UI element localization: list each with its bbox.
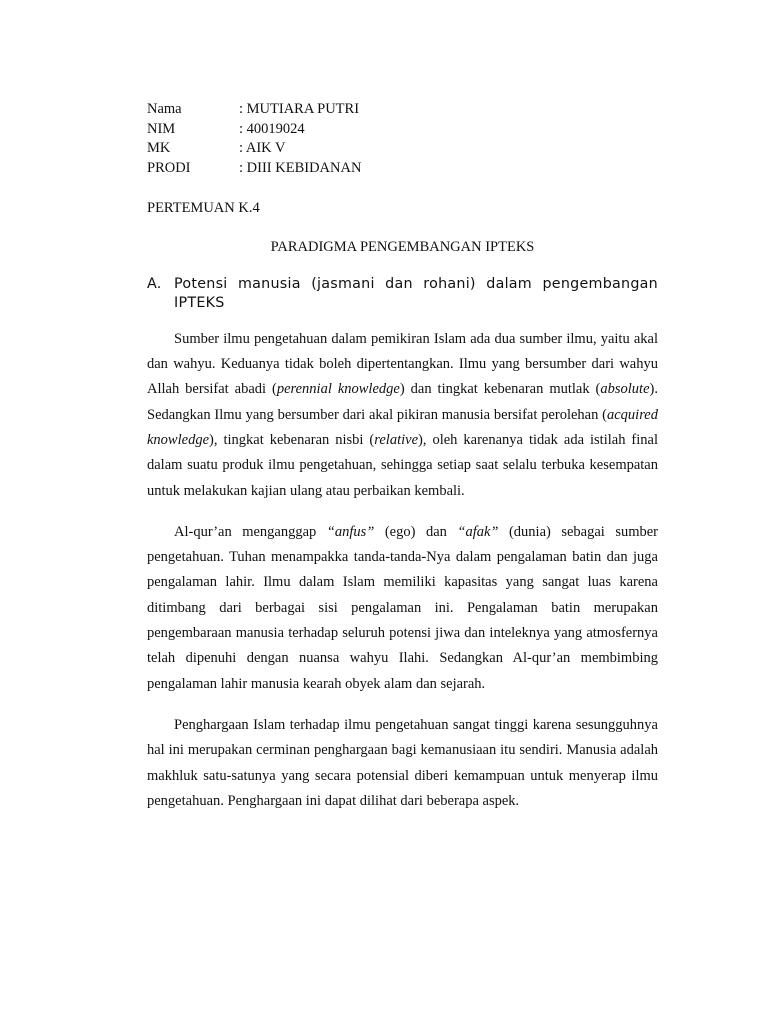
- paragraph-text: (ego) dan: [374, 523, 458, 540]
- paragraph-1: [147, 327, 658, 504]
- paragraph-text: Al-qur’an menganggap: [174, 523, 327, 540]
- paragraph-text: ), tingkat kebenaran nisbi (: [209, 432, 375, 448]
- paragraph-text: Sumber ilmu pengetahuan dalam pemikiran Islam ada dua sumber ilmu, yaitu akal dan wahyu. Keduanya tidak boleh dipertentangkan. Ilmu yang bersumber dari wahyu Allah bersifat abadi (: [147, 330, 658, 398]
- section-heading-text: [174, 275, 658, 313]
- paragraph-text: (dunia) sebagai sumber pengetahuan. Tuhan menampakka tanda-tanda-Nya dalam pengalaman batin dan juga pengalaman lahir. Ilmu dalam Islam memiliki kapasitas yang sangat luas karena ditimbang dari berbagai sisi pengalaman ini. Pengalaman batin merupakan pengembaraan manusia terhadap seluruh potensi jiwa dan inteleknya yang atmosfernya telah dipenuhi dengan nuansa wahyu Ilahi. Sedangkan Al-qur’an membimbing pengalaman lahir manusia kearah obyek alam dan sejarah.: [147, 523, 659, 692]
- info-row-nim: [147, 120, 658, 140]
- info-row-prodi: [147, 159, 658, 179]
- info-row-mk: [147, 139, 658, 159]
- italic-term: “afak”: [457, 523, 499, 540]
- info-value: : DIII KEBIDANAN: [239, 160, 362, 177]
- meeting-label: PERTEMUAN K.4: [147, 199, 260, 216]
- student-info: [147, 100, 658, 179]
- info-label: PRODI: [147, 160, 191, 177]
- info-label: MK: [147, 140, 171, 157]
- info-value: : MUTIARA PUTRI: [239, 101, 360, 117]
- info-value: : AIK V: [239, 140, 286, 157]
- paragraph-text: ). Sedangkan Ilmu yang bersumber dari akal pikiran manusia bersifat perolehan (: [147, 381, 658, 423]
- italic-term: absolute: [600, 381, 650, 398]
- section-heading: [147, 275, 658, 313]
- paragraph-text: ) dan tingkat kebenaran mutlak (: [399, 381, 601, 398]
- document-title: PARADIGMA PENGEMBANGAN IPTEKS: [270, 238, 535, 255]
- italic-term: relative: [374, 432, 419, 448]
- info-label: Nama: [147, 101, 182, 117]
- section-letter: A.: [147, 275, 162, 292]
- paragraph-text: Penghargaan Islam terhadap ilmu pengetahuan sangat tinggi karena sesungguhnya hal ini merupakan cerminan penghargaan bagi kemanusiaan itu sendiri. Manusia adalah makhluk satu-satunya yang secara potensial diberi kemampuan untuk menyerap ilmu pengetahuan. Penghargaan ini dapat dilihat dari beberapa aspek.: [147, 716, 658, 809]
- info-value: : 40019024: [239, 120, 305, 137]
- italic-term: acquired knowledge: [147, 406, 658, 448]
- info-row-nama: [147, 100, 658, 120]
- paragraph-2: [147, 520, 658, 697]
- paragraph-3: [147, 713, 658, 814]
- paragraph-text: ), oleh karenanya tidak ada istilah final dalam suatu produk ilmu pengetahuan, sehingga setiap saat selalu terbuka kesempatan untuk melakukan kajian ulang atau perbaikan kembali.: [147, 432, 659, 499]
- section-heading-line2: IPTEKS: [174, 294, 225, 311]
- italic-term: “anfus”: [326, 523, 375, 540]
- info-label: NIM: [147, 120, 176, 137]
- document-body: [147, 100, 658, 814]
- italic-term: perennial knowledge: [276, 381, 400, 398]
- section-heading-line1: Potensi manusia (jasmani dan rohani) dalam pengembangan: [174, 275, 658, 292]
